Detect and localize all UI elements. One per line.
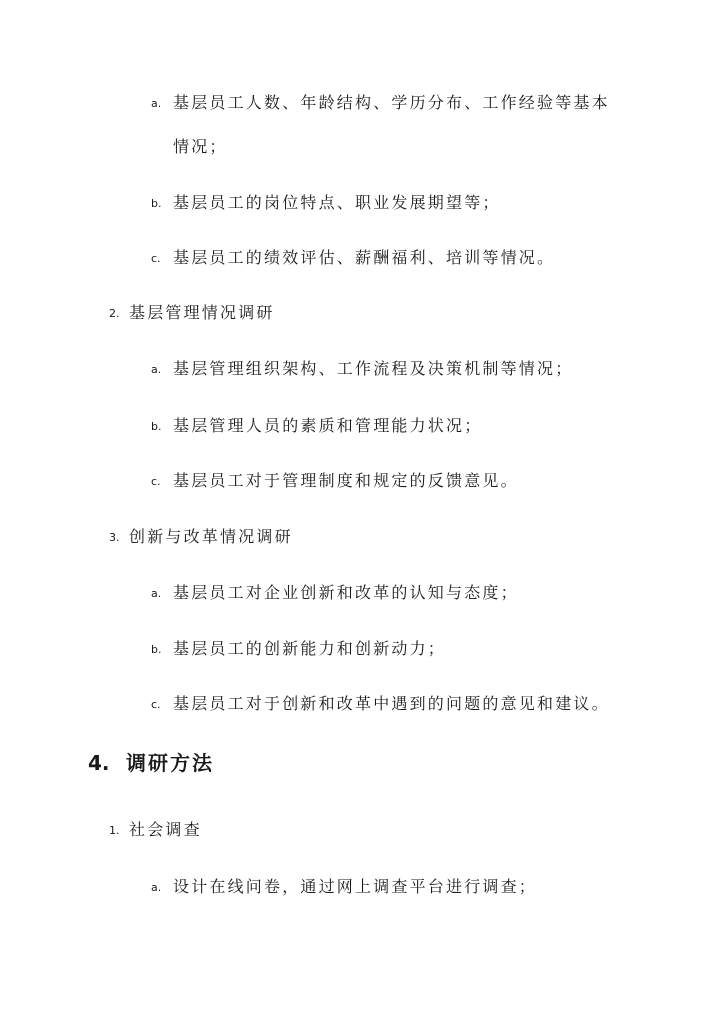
section-item bbox=[109, 300, 275, 323]
list-item bbox=[151, 691, 610, 714]
list-marker: 2. bbox=[109, 307, 120, 320]
list-marker: a. bbox=[151, 97, 162, 110]
list-item bbox=[151, 874, 537, 897]
list-item bbox=[151, 190, 501, 213]
section-heading bbox=[88, 747, 214, 776]
list-item-text: 基层员工对企业创新和改革的认知与态度； bbox=[173, 583, 519, 602]
list-marker: b. bbox=[151, 420, 162, 433]
list-marker: c. bbox=[151, 252, 161, 265]
list-item-text: 基层员工人数、年龄结构、学历分布、工作经验等基本 bbox=[173, 93, 610, 112]
list-item-text: 基层员工对于创新和改革中遇到的问题的意见和建议。 bbox=[173, 694, 610, 713]
list-item-continuation: 情况； bbox=[173, 137, 228, 156]
list-item bbox=[151, 580, 519, 603]
section-heading-text: 调研方法 bbox=[126, 751, 214, 775]
list-marker: a. bbox=[151, 363, 162, 376]
list-item bbox=[151, 468, 519, 491]
list-item-text: 基层员工的创新能力和创新动力； bbox=[173, 639, 447, 658]
list-marker: c. bbox=[151, 475, 161, 488]
list-item bbox=[151, 90, 610, 113]
list-item-text: 基层员工的绩效评估、薪酬福利、培训等情况。 bbox=[173, 248, 556, 267]
list-marker: a. bbox=[151, 587, 162, 600]
list-marker: 1. bbox=[109, 824, 120, 837]
list-marker: b. bbox=[151, 197, 162, 210]
section-heading-number: 4. bbox=[88, 751, 110, 775]
section-item-text: 社会调查 bbox=[129, 820, 202, 839]
list-marker: c. bbox=[151, 698, 161, 711]
list-item-text: 基层管理组织架构、工作流程及决策机制等情况； bbox=[173, 359, 574, 378]
list-marker: b. bbox=[151, 643, 162, 656]
section-item bbox=[109, 524, 293, 547]
list-item-text: 基层员工对于管理制度和规定的反馈意见。 bbox=[173, 471, 519, 490]
list-item-text: 设计在线问卷，通过网上调查平台进行调查； bbox=[173, 877, 538, 896]
section-item-text: 创新与改革情况调研 bbox=[129, 527, 293, 546]
list-marker: 3. bbox=[109, 531, 120, 544]
list-item bbox=[151, 245, 555, 268]
section-item-text: 基层管理情况调研 bbox=[129, 303, 275, 322]
list-marker: a. bbox=[151, 881, 162, 894]
list-item-text: 基层管理人员的素质和管理能力状况； bbox=[173, 416, 483, 435]
list-item bbox=[151, 356, 573, 379]
section-item bbox=[109, 817, 202, 840]
list-item bbox=[151, 413, 482, 436]
list-item bbox=[151, 636, 446, 659]
list-item-text: 基层员工的岗位特点、职业发展期望等； bbox=[173, 193, 501, 212]
